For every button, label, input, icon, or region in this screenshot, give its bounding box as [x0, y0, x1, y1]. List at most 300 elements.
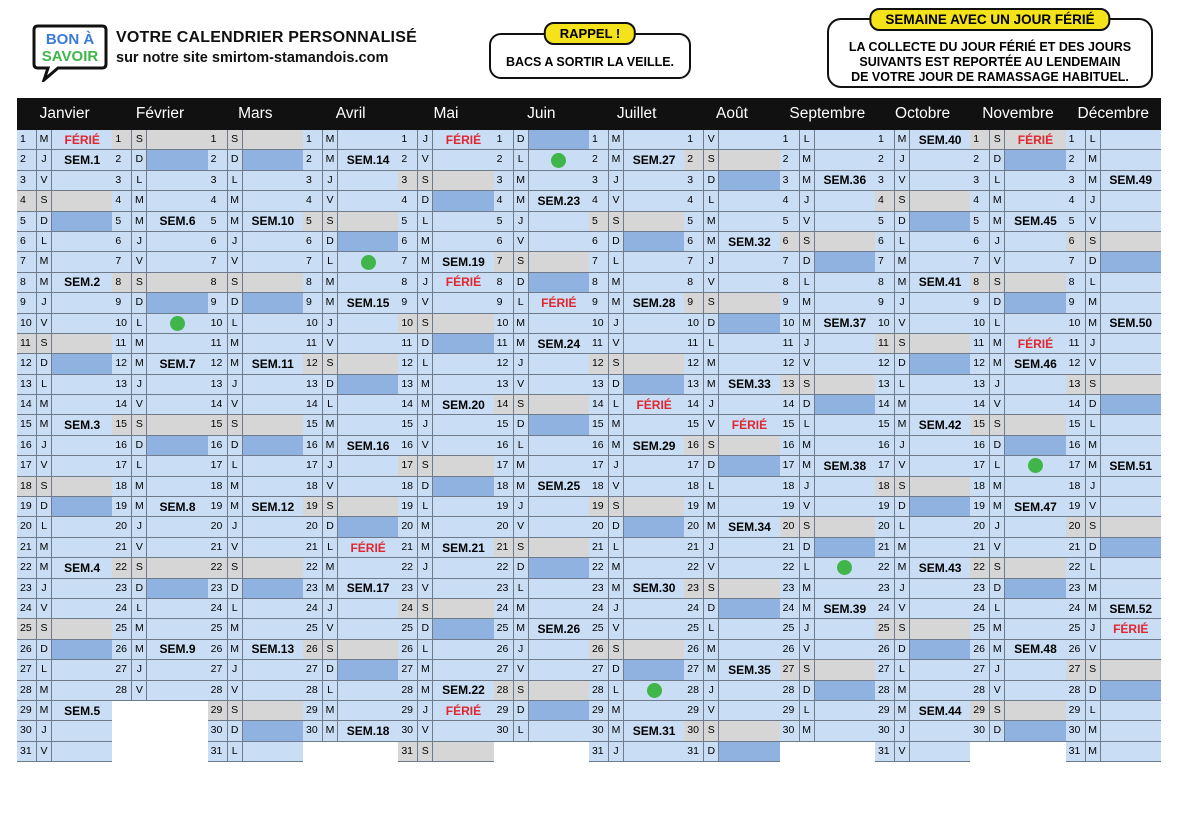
day-row	[398, 191, 493, 211]
day-content	[243, 640, 303, 659]
day-row	[208, 415, 303, 435]
day-content	[243, 497, 303, 516]
week-label: SEM.18	[346, 724, 390, 739]
day-letter: M	[895, 130, 910, 149]
day-number: 13	[970, 375, 990, 394]
day-content	[910, 212, 970, 231]
day-content	[529, 293, 589, 312]
day-content	[147, 354, 207, 373]
day-content	[719, 212, 779, 231]
day-content	[719, 660, 779, 679]
day-letter: J	[609, 599, 624, 618]
day-letter: M	[323, 701, 338, 720]
day-content	[815, 456, 875, 475]
day-letter: M	[609, 293, 624, 312]
day-content	[433, 150, 493, 169]
day-number: 30	[17, 721, 37, 740]
day-letter: D	[990, 579, 1005, 598]
day-row	[780, 497, 875, 517]
day-row	[208, 130, 303, 150]
day-row	[494, 681, 589, 701]
day-letter: M	[228, 619, 243, 638]
day-letter: M	[990, 212, 1005, 231]
day-row	[398, 721, 493, 741]
day-number: 12	[780, 354, 800, 373]
day-letter: L	[514, 721, 529, 740]
month-column	[1066, 130, 1161, 762]
day-row	[875, 538, 970, 558]
day-row	[303, 640, 398, 660]
month-column	[398, 130, 493, 762]
day-letter: S	[895, 334, 910, 353]
day-letter: M	[37, 701, 52, 720]
day-row	[494, 191, 589, 211]
day-number: 9	[780, 293, 800, 312]
day-letter: D	[895, 640, 910, 659]
day-content	[624, 232, 684, 251]
day-letter: V	[800, 354, 815, 373]
day-number: 30	[875, 721, 895, 740]
ferie-info-text	[829, 40, 1151, 85]
day-content	[433, 538, 493, 557]
day-letter: S	[37, 191, 52, 210]
day-content	[1101, 130, 1161, 149]
day-row	[589, 660, 684, 680]
day-row	[875, 681, 970, 701]
day-letter: L	[704, 191, 719, 210]
day-content	[1101, 212, 1161, 231]
day-number: 22	[112, 558, 132, 577]
day-number: 11	[1066, 334, 1086, 353]
day-content	[815, 212, 875, 231]
day-content	[338, 456, 398, 475]
day-letter: M	[1086, 579, 1101, 598]
day-row	[684, 375, 779, 395]
day-number: 26	[494, 640, 514, 659]
day-number: 1	[875, 130, 895, 149]
day-number: 19	[303, 497, 323, 516]
day-content	[433, 599, 493, 618]
day-number: 23	[398, 579, 418, 598]
day-content	[815, 599, 875, 618]
day-number: 3	[17, 171, 37, 190]
day-row	[303, 130, 398, 150]
day-letter: D	[704, 171, 719, 190]
day-number: 16	[589, 436, 609, 455]
day-content	[624, 497, 684, 516]
day-number: 4	[684, 191, 704, 210]
day-letter: D	[37, 212, 52, 231]
day-letter: M	[990, 354, 1005, 373]
day-content	[1005, 619, 1065, 638]
day-content	[910, 252, 970, 271]
day-content	[147, 436, 207, 455]
day-number: 26	[970, 640, 990, 659]
day-row	[780, 130, 875, 150]
day-row	[208, 721, 303, 741]
day-content	[1101, 150, 1161, 169]
day-row	[17, 579, 112, 599]
day-letter: J	[228, 660, 243, 679]
day-row	[398, 354, 493, 374]
day-content	[815, 660, 875, 679]
day-letter: L	[704, 477, 719, 496]
day-row	[17, 395, 112, 415]
day-content	[529, 395, 589, 414]
day-content	[719, 252, 779, 271]
week-label: SEM.3	[64, 418, 101, 433]
day-number: 25	[780, 619, 800, 638]
day-number: 29	[208, 701, 228, 720]
day-row	[303, 456, 398, 476]
day-number: 24	[303, 599, 323, 618]
day-content	[52, 212, 112, 231]
day-content	[243, 701, 303, 720]
day-row	[684, 252, 779, 272]
day-letter: J	[418, 273, 433, 292]
day-number: 26	[17, 640, 37, 659]
day-letter: L	[895, 660, 910, 679]
day-letter: V	[418, 721, 433, 740]
day-letter: M	[895, 415, 910, 434]
day-number: 12	[17, 354, 37, 373]
day-letter: D	[609, 660, 624, 679]
day-content	[52, 742, 112, 761]
day-number: 22	[208, 558, 228, 577]
day-number: 10	[17, 314, 37, 333]
day-letter: V	[418, 150, 433, 169]
day-content	[433, 660, 493, 679]
week-label: SEM.37	[823, 316, 867, 331]
day-row	[398, 212, 493, 232]
day-letter: D	[1086, 252, 1101, 271]
calendar-header	[17, 98, 1161, 130]
day-row	[970, 579, 1065, 599]
day-number: 12	[112, 354, 132, 373]
day-number: 5	[875, 212, 895, 231]
day-row	[1066, 660, 1161, 680]
day-content	[815, 150, 875, 169]
day-number: 14	[684, 395, 704, 414]
day-content	[243, 456, 303, 475]
day-row	[303, 701, 398, 721]
day-content	[338, 212, 398, 231]
day-row	[780, 293, 875, 313]
day-number: 17	[970, 456, 990, 475]
day-content	[529, 477, 589, 496]
day-number: 29	[1066, 701, 1086, 720]
day-letter: M	[800, 456, 815, 475]
day-row	[303, 232, 398, 252]
day-letter: M	[418, 375, 433, 394]
day-row	[875, 150, 970, 170]
day-row	[17, 334, 112, 354]
week-label: SEM.52	[1109, 601, 1153, 616]
month-header: Avril	[335, 105, 366, 122]
day-letter: D	[418, 477, 433, 496]
day-row	[303, 252, 398, 272]
day-row	[494, 395, 589, 415]
day-row	[17, 701, 112, 721]
day-number: 1	[17, 130, 37, 149]
day-letter: L	[132, 599, 147, 618]
day-number: 3	[112, 171, 132, 190]
day-number: 12	[494, 354, 514, 373]
logo-text-line1: BON À	[45, 31, 95, 48]
day-letter: L	[609, 681, 624, 700]
day-letter: S	[609, 354, 624, 373]
day-letter: V	[990, 252, 1005, 271]
week-label: SEM.4	[64, 560, 101, 575]
day-letter: M	[895, 558, 910, 577]
day-number: 23	[684, 579, 704, 598]
day-letter: D	[228, 150, 243, 169]
day-content	[147, 415, 207, 434]
day-row	[875, 701, 970, 721]
day-content	[719, 415, 779, 434]
day-content	[624, 293, 684, 312]
day-number: 19	[494, 497, 514, 516]
day-row	[970, 517, 1065, 537]
day-number: 26	[780, 640, 800, 659]
day-row	[684, 354, 779, 374]
day-row	[112, 415, 207, 435]
day-number: 30	[208, 721, 228, 740]
day-content	[910, 579, 970, 598]
day-content	[529, 619, 589, 638]
day-number: 19	[17, 497, 37, 516]
day-row	[494, 171, 589, 191]
day-number: 29	[970, 701, 990, 720]
day-number: 21	[684, 538, 704, 557]
month-header: Juillet	[616, 105, 657, 122]
day-content	[624, 191, 684, 210]
day-number: 27	[780, 660, 800, 679]
day-letter: D	[418, 191, 433, 210]
day-row	[780, 681, 875, 701]
day-number: 15	[1066, 415, 1086, 434]
day-content	[338, 436, 398, 455]
day-row	[1066, 701, 1161, 721]
day-row	[684, 415, 779, 435]
day-row	[494, 517, 589, 537]
day-row	[1066, 497, 1161, 517]
day-letter: S	[37, 477, 52, 496]
ferie-label: FÉRIÉ	[541, 295, 577, 310]
day-number: 17	[780, 456, 800, 475]
day-number: 9	[1066, 293, 1086, 312]
day-number: 31	[589, 742, 609, 761]
day-content	[624, 456, 684, 475]
day-row	[17, 681, 112, 701]
day-row	[494, 477, 589, 497]
day-row	[17, 477, 112, 497]
day-number: 8	[1066, 273, 1086, 292]
day-number: 4	[112, 191, 132, 210]
day-letter: J	[228, 375, 243, 394]
day-letter: M	[990, 619, 1005, 638]
day-row	[1066, 599, 1161, 619]
day-number: 19	[208, 497, 228, 516]
week-label: SEM.10	[251, 214, 295, 229]
day-letter: M	[990, 334, 1005, 353]
day-row	[494, 415, 589, 435]
month-column	[303, 130, 398, 762]
day-number: 14	[112, 395, 132, 414]
day-content	[1101, 619, 1161, 638]
day-content	[52, 477, 112, 496]
day-content	[243, 681, 303, 700]
day-content	[52, 538, 112, 557]
day-content	[433, 742, 493, 761]
day-content	[910, 660, 970, 679]
day-content	[910, 130, 970, 149]
day-letter: S	[895, 477, 910, 496]
day-number: 19	[875, 497, 895, 516]
day-letter: M	[1086, 314, 1101, 333]
day-content	[1101, 314, 1161, 333]
day-row	[1066, 171, 1161, 191]
day-number: 27	[875, 660, 895, 679]
day-letter: M	[609, 273, 624, 292]
day-content	[1101, 477, 1161, 496]
day-row	[780, 558, 875, 578]
day-letter: M	[609, 579, 624, 598]
day-number: 17	[398, 456, 418, 475]
day-letter: V	[37, 314, 52, 333]
day-content	[719, 293, 779, 312]
day-letter: J	[514, 212, 529, 231]
day-row	[494, 579, 589, 599]
day-number: 13	[589, 375, 609, 394]
day-letter: L	[514, 579, 529, 598]
day-row	[208, 517, 303, 537]
day-letter: D	[800, 395, 815, 414]
day-letter: D	[990, 721, 1005, 740]
day-letter: L	[323, 681, 338, 700]
day-letter: V	[37, 171, 52, 190]
day-content	[815, 701, 875, 720]
day-content	[147, 517, 207, 536]
day-letter: V	[323, 619, 338, 638]
day-content	[624, 171, 684, 190]
day-row	[494, 314, 589, 334]
day-number: 9	[589, 293, 609, 312]
day-number: 30	[589, 721, 609, 740]
day-content	[815, 619, 875, 638]
day-content	[624, 436, 684, 455]
day-letter: J	[228, 517, 243, 536]
day-letter: J	[800, 191, 815, 210]
day-content	[1005, 293, 1065, 312]
day-content	[243, 619, 303, 638]
day-number: 10	[398, 314, 418, 333]
day-letter: M	[704, 517, 719, 536]
day-number: 12	[589, 354, 609, 373]
day-number: 8	[17, 273, 37, 292]
day-letter: L	[132, 456, 147, 475]
day-number: 1	[208, 130, 228, 149]
day-content	[1005, 334, 1065, 353]
day-letter: D	[609, 517, 624, 536]
day-letter: J	[895, 579, 910, 598]
day-content	[433, 191, 493, 210]
day-number: 14	[1066, 395, 1086, 414]
day-letter: M	[609, 415, 624, 434]
day-row	[112, 191, 207, 211]
day-row	[208, 293, 303, 313]
month-column	[875, 130, 970, 762]
day-content	[1101, 681, 1161, 700]
day-row	[875, 660, 970, 680]
day-number: 13	[303, 375, 323, 394]
day-number: 18	[1066, 477, 1086, 496]
day-number: 12	[970, 354, 990, 373]
day-content	[243, 395, 303, 414]
day-row	[398, 334, 493, 354]
day-number: 11	[112, 334, 132, 353]
day-row	[17, 721, 112, 741]
day-row	[303, 538, 398, 558]
day-content	[719, 456, 779, 475]
day-content	[624, 252, 684, 271]
day-number: 6	[398, 232, 418, 251]
day-content	[433, 314, 493, 333]
day-content	[1101, 701, 1161, 720]
day-number: 30	[398, 721, 418, 740]
day-content	[1101, 436, 1161, 455]
day-letter: L	[800, 558, 815, 577]
day-number: 7	[17, 252, 37, 271]
day-number: 27	[17, 660, 37, 679]
day-number: 6	[589, 232, 609, 251]
day-letter: D	[800, 681, 815, 700]
day-letter: S	[228, 273, 243, 292]
day-number: 7	[589, 252, 609, 271]
day-content	[529, 701, 589, 720]
day-letter: L	[895, 375, 910, 394]
day-content	[147, 232, 207, 251]
day-number: 17	[112, 456, 132, 475]
day-letter: M	[990, 640, 1005, 659]
day-letter: J	[37, 721, 52, 740]
day-content	[1101, 497, 1161, 516]
day-row	[970, 334, 1065, 354]
day-row	[17, 232, 112, 252]
day-content	[910, 314, 970, 333]
day-number: 31	[208, 742, 228, 761]
day-content	[529, 252, 589, 271]
day-number: 13	[494, 375, 514, 394]
day-row	[303, 171, 398, 191]
day-content	[624, 681, 684, 700]
day-content	[529, 334, 589, 353]
day-row	[875, 130, 970, 150]
day-row	[112, 660, 207, 680]
day-row	[398, 232, 493, 252]
day-content	[338, 477, 398, 496]
day-number: 21	[494, 538, 514, 557]
day-letter: M	[990, 191, 1005, 210]
day-row	[780, 477, 875, 497]
day-row	[17, 415, 112, 435]
rappel-tag: RAPPEL !	[544, 22, 636, 45]
day-content	[147, 212, 207, 231]
day-content	[147, 191, 207, 210]
day-letter: D	[990, 150, 1005, 169]
day-number: 20	[398, 517, 418, 536]
day-letter: L	[418, 354, 433, 373]
